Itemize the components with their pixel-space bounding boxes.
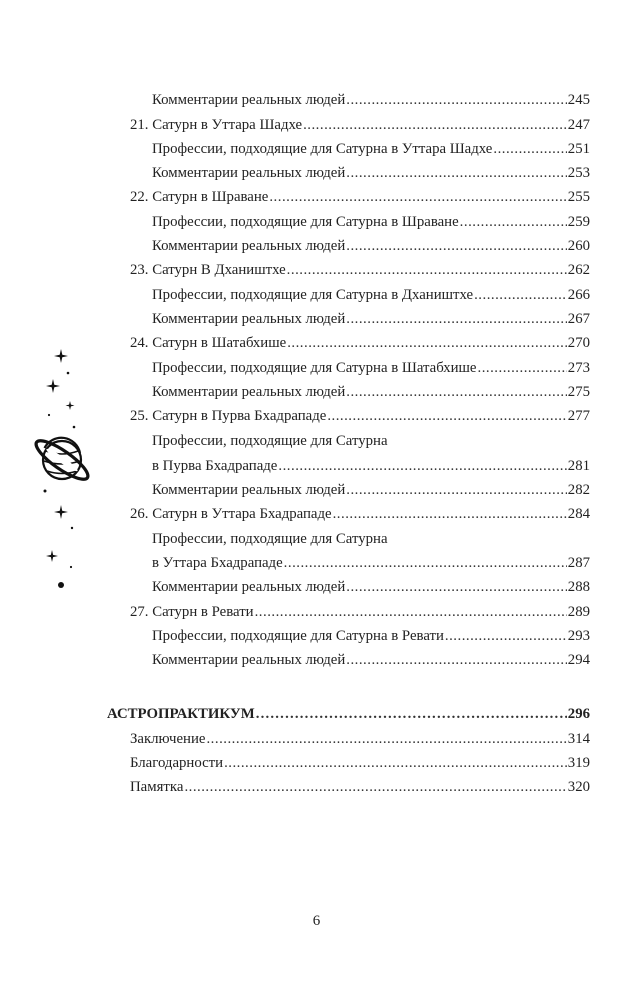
dot-leader bbox=[206, 727, 566, 751]
toc-section-heading[interactable] bbox=[107, 702, 590, 726]
toc-entry[interactable] bbox=[152, 88, 590, 112]
toc-entry-page: 287 bbox=[567, 555, 590, 571]
toc-entry[interactable] bbox=[130, 727, 590, 751]
toc-entry[interactable] bbox=[152, 454, 590, 478]
toc-entry-title: Комментарии реальных людей bbox=[152, 165, 346, 181]
toc-entry-title: Профессии, подходящие для Сатурна в Ревати bbox=[152, 628, 444, 644]
toc-entry-page: 294 bbox=[567, 652, 590, 668]
star-sparkle-icon bbox=[54, 505, 68, 519]
dot-leader bbox=[224, 751, 567, 775]
dot-leader bbox=[269, 185, 566, 209]
dot-leader bbox=[346, 234, 567, 258]
toc-entry-title: 21. Сатурн в Уттара Шадхе bbox=[130, 117, 303, 133]
toc-entry-title: АСТРОПРАКТИКУМ bbox=[107, 706, 255, 722]
toc-entry-title: Заключение bbox=[130, 731, 206, 747]
toc-entry-page: 262 bbox=[567, 262, 590, 278]
toc-entry-title: Комментарии реальных людей bbox=[152, 579, 346, 595]
dot-leader bbox=[346, 478, 567, 502]
toc-entry-title: 26. Сатурн в Уттара Бхадрападе bbox=[130, 506, 332, 522]
toc-entry[interactable] bbox=[152, 380, 590, 404]
dot-leader bbox=[474, 283, 567, 307]
toc-entry-chapter[interactable] bbox=[130, 185, 590, 209]
toc-entry[interactable] bbox=[152, 210, 590, 234]
page-number: 6 bbox=[312, 913, 321, 929]
toc-entry-page: 314 bbox=[567, 731, 590, 747]
toc-entry-page: 251 bbox=[567, 141, 590, 157]
dot-leader bbox=[445, 624, 567, 648]
toc-entry-title: Комментарии реальных людей bbox=[152, 311, 346, 327]
dot-leader bbox=[478, 356, 567, 380]
dot-leader bbox=[327, 404, 566, 428]
dot-leader bbox=[460, 210, 567, 234]
toc-entry[interactable] bbox=[152, 283, 590, 307]
toc-entry-chapter[interactable] bbox=[130, 404, 590, 428]
toc-entry-page: 266 bbox=[567, 287, 590, 303]
toc-entry[interactable] bbox=[152, 478, 590, 502]
toc-entry-page: 281 bbox=[567, 458, 590, 474]
toc-entry[interactable] bbox=[130, 775, 590, 799]
toc-entry[interactable] bbox=[152, 648, 590, 672]
toc-entry-page: 255 bbox=[567, 189, 590, 205]
star-dot-icon bbox=[58, 582, 64, 588]
star-dot-icon bbox=[48, 414, 50, 416]
toc-entry-page: 259 bbox=[567, 214, 590, 230]
toc-entry-page: 289 bbox=[567, 604, 590, 620]
star-dot-icon bbox=[44, 490, 47, 493]
dot-leader bbox=[256, 702, 567, 726]
toc-entry-page: 319 bbox=[567, 755, 590, 771]
dot-leader bbox=[255, 600, 567, 624]
toc-entry-page: 253 bbox=[567, 165, 590, 181]
toc-entry-page: 282 bbox=[567, 482, 590, 498]
toc-entry-title: Благодарности bbox=[130, 755, 224, 771]
toc-entry[interactable] bbox=[152, 234, 590, 258]
toc-entry-title-line1: Профессии, подходящие для Сатурна bbox=[152, 433, 388, 449]
toc-entry-page: 245 bbox=[567, 92, 590, 108]
toc-entry-title: 25. Сатурн в Пурва Бхадрападе bbox=[130, 408, 327, 424]
star-sparkle-icon bbox=[46, 550, 58, 562]
dot-leader bbox=[346, 88, 567, 112]
toc-entry[interactable] bbox=[152, 161, 590, 185]
saturn-planet-icon bbox=[31, 435, 92, 485]
star-dot-icon bbox=[71, 527, 73, 529]
dot-leader bbox=[346, 307, 567, 331]
star-sparkle-icon bbox=[46, 379, 60, 393]
toc-entry-title-line1: Профессии, подходящие для Сатурна bbox=[152, 531, 388, 547]
star-sparkle-icon bbox=[54, 349, 68, 363]
toc-entry-title: Профессии, подходящие для Сатурна в Шраване bbox=[152, 214, 459, 230]
toc-entry-chapter[interactable] bbox=[130, 331, 590, 355]
toc-entry-page: 260 bbox=[567, 238, 590, 254]
toc-entry-title: 23. Сатурн В Дхаништхе bbox=[130, 262, 286, 278]
toc-entry[interactable] bbox=[152, 356, 590, 380]
toc-entry-chapter[interactable] bbox=[130, 113, 590, 137]
star-dot-icon bbox=[67, 372, 70, 375]
toc-entry-title: Профессии, подходящие для Сатурна в Шатабхише bbox=[152, 360, 477, 376]
toc-entry-title: 22. Сатурн в Шраване bbox=[130, 189, 269, 205]
toc-entry-page: 270 bbox=[567, 335, 590, 351]
toc-entry-title: в Уттара Бхадрападе bbox=[152, 555, 283, 571]
toc-entry-title: 24. Сатурн в Шатабхише bbox=[130, 335, 287, 351]
toc-entry-page: 293 bbox=[567, 628, 590, 644]
dot-leader bbox=[346, 380, 567, 404]
dot-leader bbox=[346, 575, 567, 599]
toc-entry-chapter[interactable] bbox=[130, 600, 590, 624]
dot-leader bbox=[284, 551, 567, 575]
toc-entry[interactable] bbox=[130, 751, 590, 775]
star-dot-icon bbox=[70, 566, 72, 568]
toc-entry[interactable] bbox=[152, 551, 590, 575]
dot-leader bbox=[184, 775, 566, 799]
toc-entry-page: 320 bbox=[567, 779, 590, 795]
star-sparkle-icon bbox=[66, 401, 75, 410]
toc-entry-title: Профессии, подходящие для Сатурна в Дхаништхе bbox=[152, 287, 474, 303]
toc-entry[interactable] bbox=[152, 624, 590, 648]
toc-entry-chapter[interactable] bbox=[130, 502, 590, 526]
toc-entry-title: Комментарии реальных людей bbox=[152, 652, 346, 668]
toc-entry[interactable] bbox=[152, 307, 590, 331]
toc-entry-chapter[interactable] bbox=[130, 258, 590, 282]
dot-leader bbox=[346, 648, 567, 672]
dot-leader bbox=[287, 258, 567, 282]
star-dot-icon bbox=[73, 426, 76, 429]
toc-entry-title: Комментарии реальных людей bbox=[152, 238, 346, 254]
toc-entry-page: 273 bbox=[567, 360, 590, 376]
toc-entry-title: Комментарии реальных людей bbox=[152, 92, 346, 108]
dot-leader bbox=[278, 454, 566, 478]
toc-entry-title: Комментарии реальных людей bbox=[152, 482, 346, 498]
dot-leader bbox=[346, 161, 567, 185]
dot-leader bbox=[287, 331, 567, 355]
toc-entry-page: 288 bbox=[567, 579, 590, 595]
toc-entry-title: Профессии, подходящие для Сатурна в Уттара Шадхе bbox=[152, 141, 493, 157]
dot-leader bbox=[493, 137, 566, 161]
toc-entry-page: 267 bbox=[567, 311, 590, 327]
toc-entry[interactable] bbox=[152, 137, 590, 161]
dot-leader bbox=[333, 502, 567, 526]
toc-entry-page: 284 bbox=[567, 506, 590, 522]
toc-entry-title: Комментарии реальных людей bbox=[152, 384, 346, 400]
toc-entry-title: 27. Сатурн в Ревати bbox=[130, 604, 254, 620]
toc-entry-page: 247 bbox=[567, 117, 590, 133]
saturn-ornament bbox=[28, 345, 98, 595]
toc-entry-page: 277 bbox=[567, 408, 590, 424]
toc-entry-page: 275 bbox=[567, 384, 590, 400]
toc-entry[interactable] bbox=[152, 575, 590, 599]
toc-entry-title: в Пурва Бхадрападе bbox=[152, 458, 278, 474]
toc-entry-title: Памятка bbox=[130, 779, 184, 795]
dot-leader bbox=[303, 113, 567, 137]
toc-entry-page: 296 bbox=[567, 706, 590, 722]
